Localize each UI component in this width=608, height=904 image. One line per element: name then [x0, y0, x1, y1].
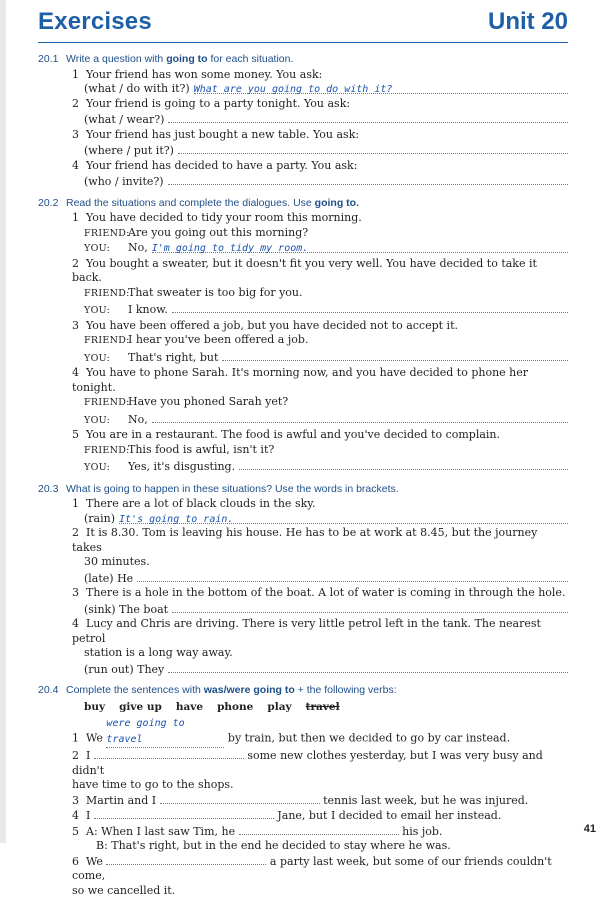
speaker-friend: FRIEND: [84, 444, 130, 456]
answer-blank[interactable] [152, 241, 568, 253]
exercise-20-1 [38, 52, 568, 190]
dialogue-item [38, 366, 568, 428]
sentence-cont [38, 839, 568, 854]
cue: (where / put it?) [84, 144, 174, 157]
item [38, 128, 568, 159]
sentence [38, 716, 568, 748]
sentence-text: Martin and I [86, 793, 157, 807]
item-text: Your friend has decided to have a party. You ask: [86, 158, 358, 172]
item-number: 2 [72, 256, 79, 270]
you-line: No, [128, 412, 148, 426]
handwritten-answer: were going to travel [106, 718, 185, 745]
exercise-number: 20.4 [38, 684, 59, 696]
exercise-number: 20.1 [38, 53, 59, 65]
sentence-text: so we cancelled it. [72, 883, 176, 897]
exercise-20-3 [38, 482, 568, 678]
item-number: 3 [72, 793, 79, 807]
item-number: 4 [72, 809, 79, 822]
item-text: Your friend is going to a party tonight. You ask: [86, 96, 351, 110]
exercise-heading [38, 482, 568, 497]
exercise-20-4 [38, 683, 568, 898]
sentence-text: have time to go to the shops. [72, 778, 234, 791]
answer-blank[interactable] [168, 111, 568, 123]
sentence-text: some new clothes yesterday, but I was very busy and didn't [72, 749, 543, 777]
you-line: I know. [128, 303, 168, 316]
item-text: You have been offered a job, but you have decided not to accept it. [86, 318, 458, 332]
answer-blank[interactable] [222, 349, 568, 361]
cue: (what / wear?) [84, 113, 165, 126]
speaker-friend: FRIEND: [84, 227, 130, 239]
answer-blank[interactable] [106, 716, 224, 748]
answer-blank[interactable] [168, 173, 568, 185]
item-text: You are in a restaurant. The food is awful and you've decided to complain. [86, 428, 500, 441]
speaker-you: YOU: [84, 305, 111, 316]
exercise-heading [38, 196, 568, 211]
sentence-text: B: That's right, but in the end he decided to stay where he was. [96, 839, 451, 852]
sentence-text: I [86, 749, 91, 762]
exercise-number: 20.2 [38, 196, 59, 209]
answer-blank[interactable] [94, 748, 244, 759]
speaker-you: YOU: [84, 462, 111, 473]
item-number: 3 [72, 586, 79, 599]
friend-line: I hear you've been offered a job. [128, 333, 309, 346]
you-line: That's right, but [128, 350, 219, 364]
sentence-cont [38, 778, 568, 793]
sentence [38, 748, 568, 778]
item-number: 6 [72, 854, 79, 868]
verb: buy [84, 700, 106, 713]
item-number: 5 [72, 428, 79, 441]
item-text: There are a lot of black clouds in the sky. [86, 497, 316, 510]
item [38, 586, 568, 617]
item-text: 30 minutes. [84, 555, 150, 568]
verb-crossed-out: travel [305, 700, 340, 713]
unit-label: Unit 20 [487, 8, 568, 35]
item-text: station is a long way away. [84, 646, 233, 659]
cue: (late) He [84, 571, 134, 585]
friend-line: Are you going out this morning? [128, 225, 309, 239]
item-number: 4 [72, 158, 79, 172]
item [38, 159, 568, 190]
sentence-text: a party last week, but some of our friends couldn't come, [72, 854, 552, 882]
friend-line: This food is awful, isn't it? [128, 442, 275, 456]
item-number: 2 [72, 96, 79, 110]
item-number: 4 [72, 617, 79, 630]
answer-blank[interactable] [137, 570, 568, 582]
speaker-you: YOU: [84, 414, 111, 426]
sentence-text: his job. [402, 824, 443, 838]
item-number: 2 [72, 526, 79, 539]
item-number: 1 [72, 211, 79, 224]
answer-blank[interactable] [194, 82, 568, 94]
instr-text: + the following verbs: [294, 684, 397, 696]
sentence-text: I [86, 809, 91, 822]
item-text: Your friend has won some money. You ask: [86, 67, 323, 81]
dialogue-item [38, 428, 568, 476]
item [38, 68, 568, 97]
instr-text: Complete the sentences with [66, 684, 204, 696]
answer-blank[interactable] [172, 301, 568, 313]
speaker-you: YOU: [84, 352, 111, 364]
answer-blank[interactable] [160, 793, 320, 804]
sentence-text: by train, but then we decided to go by car instead. [227, 731, 511, 745]
item-text: You have to phone Sarah. It's morning now, and you have decided to phone her tonight. [72, 366, 529, 394]
sentence-text: tennis last week, but he was injured. [323, 793, 529, 807]
item-number: 1 [72, 497, 79, 510]
answer-blank[interactable] [239, 824, 399, 835]
sentence [38, 824, 568, 840]
cue: (run out) They [84, 662, 165, 676]
item [38, 617, 568, 677]
cue: (sink) The boat [84, 602, 169, 616]
you-line: No, [128, 241, 148, 254]
answer-blank[interactable] [106, 854, 266, 865]
item-text: There is a hole in the bottom of the boat. A lot of water is coming in through the hole. [86, 586, 566, 599]
instr-text: for each situation. [207, 53, 294, 65]
page-edge-shadow [0, 0, 6, 843]
instr-bold: going to. [314, 196, 359, 209]
item-number: 3 [72, 127, 79, 141]
sentence [38, 793, 568, 809]
answer-blank[interactable] [119, 512, 568, 524]
item-text: You bought a sweater, but it doesn't fit you very well. You have decided to take it back. [72, 256, 537, 284]
item-text: You have decided to tidy your room this morning. [86, 211, 362, 224]
sentence-text: We [86, 854, 103, 868]
item-text: Lucy and Chris are driving. There is very little petrol left in the tank. The nearest petrol [72, 617, 541, 645]
verb-list [38, 700, 568, 715]
exercises-content [38, 52, 568, 904]
answer-blank[interactable] [178, 142, 568, 154]
handwritten-answer: What are you going to do with it? [193, 84, 393, 95]
handwritten-answer: I'm going to tidy my room. [151, 243, 309, 254]
sentence-text: We [86, 731, 103, 745]
answer-blank[interactable] [172, 601, 568, 613]
instr-text: Write a question with [66, 53, 167, 65]
item-number: 1 [72, 731, 79, 745]
answer-blank[interactable] [94, 808, 274, 819]
verb: play [267, 700, 292, 713]
speaker-you: YOU: [84, 243, 111, 254]
item-number: 3 [72, 318, 79, 332]
page-title: Exercises [38, 8, 152, 35]
answer-blank[interactable] [239, 458, 568, 470]
item-number: 4 [72, 366, 79, 379]
header-divider [38, 42, 568, 43]
cue: (rain) [84, 511, 116, 525]
sentence-text: Jane, but I decided to email her instead. [277, 809, 502, 822]
answer-blank[interactable] [152, 411, 568, 423]
item-number: 1 [72, 67, 79, 81]
verb: phone [217, 700, 254, 713]
instr-bold: was/were going to [203, 684, 295, 696]
page-number: 41 [583, 823, 596, 835]
item [38, 526, 568, 586]
dialogue-item [38, 211, 568, 257]
verb: give up [119, 700, 162, 713]
item [38, 497, 568, 526]
instr-text: Read the situations and complete the dialogues. Use [66, 196, 315, 209]
dialogue-item [38, 319, 568, 367]
instr-bold: going to [166, 53, 208, 65]
item [38, 97, 568, 128]
exercise-20-2 [38, 196, 568, 476]
sentence [38, 808, 568, 824]
page-header [38, 8, 568, 38]
exercise-number: 20.3 [38, 482, 59, 495]
exercise-heading [38, 683, 568, 698]
sentence [38, 854, 568, 884]
sentence-cont [38, 884, 568, 899]
speaker-friend: FRIEND: [84, 335, 130, 346]
item-text: It is 8.30. Tom is leaving his house. He has to be at work at 8.45, but the journey takes [72, 526, 538, 554]
item-number: 2 [72, 749, 79, 762]
item-number: 5 [72, 824, 79, 838]
verb: have [175, 700, 204, 713]
handwritten-answer: It's going to rain. [119, 513, 234, 525]
you-line: Yes, it's disgusting. [128, 460, 236, 473]
dialogue-item [38, 257, 568, 319]
cue: (who / invite?) [84, 175, 164, 188]
exercise-heading [38, 52, 568, 67]
speaker-friend: FRIEND: [84, 287, 130, 299]
speaker-friend: FRIEND: [84, 397, 130, 408]
instr-text: What is going to happen in these situations? Use the words in brackets. [66, 482, 399, 495]
friend-line: Have you phoned Sarah yet? [128, 395, 289, 408]
answer-blank[interactable] [168, 661, 568, 673]
item-text: Your friend has just bought a new table. You ask: [86, 127, 360, 141]
cue: (what / do with it?) [84, 82, 190, 95]
friend-line: That sweater is too big for you. [128, 285, 303, 299]
sentence-text: A: When I last saw Tim, he [86, 824, 236, 838]
